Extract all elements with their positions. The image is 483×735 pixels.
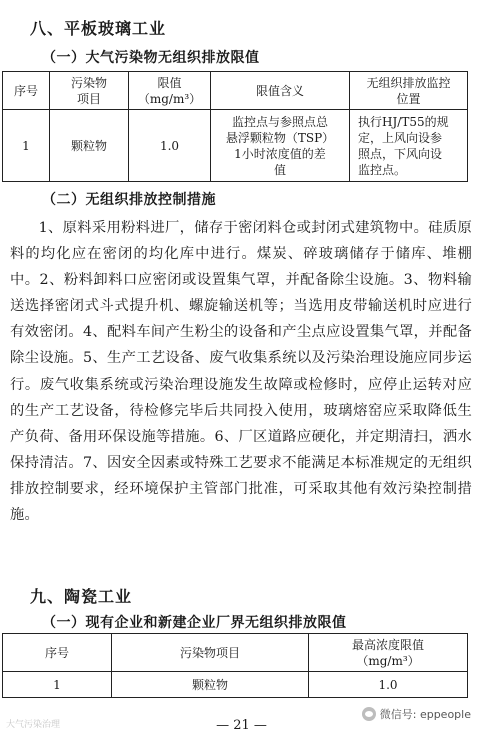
table-row bbox=[3, 110, 468, 182]
section-9-heading: 九、陶瓷工业 bbox=[30, 587, 133, 606]
watermark-right bbox=[362, 706, 471, 722]
table-header-row bbox=[3, 72, 468, 110]
table-row bbox=[3, 672, 468, 698]
header-cell: 序号 bbox=[3, 72, 50, 110]
header-cell: 无组织排放监控 位置 bbox=[350, 72, 468, 110]
table-cell: 1.0 bbox=[129, 110, 211, 182]
section-8-limits-table bbox=[2, 71, 468, 182]
page-number: — 21 — bbox=[216, 718, 267, 733]
section-9-subheading-1: （一）现有企业和新建企业厂界无组织排放限值 bbox=[42, 615, 347, 631]
header-cell: 最高浓度限值 （mg/m³） bbox=[309, 634, 468, 672]
table-cell: 执行HJ/T55的规 定，上风向设参 照点，下风向设 监控点。 bbox=[350, 110, 468, 182]
header-cell: 污染物项目 bbox=[112, 634, 309, 672]
watermark-right-text: 微信号: eppeople bbox=[379, 708, 471, 721]
section-9-limits-table bbox=[2, 633, 468, 698]
header-cell: 限值含义 bbox=[211, 72, 350, 110]
section-8-subheading-2: （二）无组织排放控制措施 bbox=[42, 192, 216, 208]
control-measures-paragraph: 1、原料采用粉料进厂，储存于密闭料仓或封闭式建筑物中。硅质原料的均化应在密闭的均化库中进行。煤炭、碎玻璃储存于储库、堆棚中。2、粉料卸料口应密闭或设置集气罩，并配备除尘设施。3、物料输送选择密闭式斗式提升机、螺旋输送机等；当选用皮带输送机时应进行有效密闭。4、配料车间产生粉尘的设备和产尘点应设置集气罩，并配备除尘设施。5、生产工艺设备、废气收集系统以及污染治理设施应同步运行。废气收集系统或污染治理设施发生故障或检修时，应停止运转对应的生产工艺设备，待检修完毕后共同投入使用，玻璃熔窑应采取降低生产负荷、备用环保设施等措施。6、厂区道路应硬化，并定期清扫，洒水保持清洁。7、因安全因素或特殊工艺要求不能满足本标准规定的无组织排放控制要求，经环境保护主管部门批准，可采取其他有效污染控制措施。 bbox=[10, 220, 472, 524]
table-header-row bbox=[3, 634, 468, 672]
section-8-subheading-1: （一）大气污染物无组织排放限值 bbox=[42, 50, 260, 66]
table-cell: 监控点与参照点总 悬浮颗粒物（TSP） 1小时浓度值的差 值 bbox=[211, 110, 350, 182]
table-cell: 颗粒物 bbox=[112, 672, 309, 698]
table-cell: 1.0 bbox=[309, 672, 468, 698]
watermark-left: 大气污染治理 bbox=[6, 720, 61, 730]
header-cell: 污染物 项目 bbox=[50, 72, 129, 110]
table-cell: 1 bbox=[3, 672, 112, 698]
header-cell: 序号 bbox=[3, 634, 112, 672]
wechat-icon bbox=[362, 707, 376, 721]
table-cell: 颗粒物 bbox=[50, 110, 129, 182]
table-cell: 1 bbox=[3, 110, 50, 182]
header-cell: 限值 （mg/m³） bbox=[129, 72, 211, 110]
section-8-heading: 八、平板玻璃工业 bbox=[30, 19, 167, 38]
